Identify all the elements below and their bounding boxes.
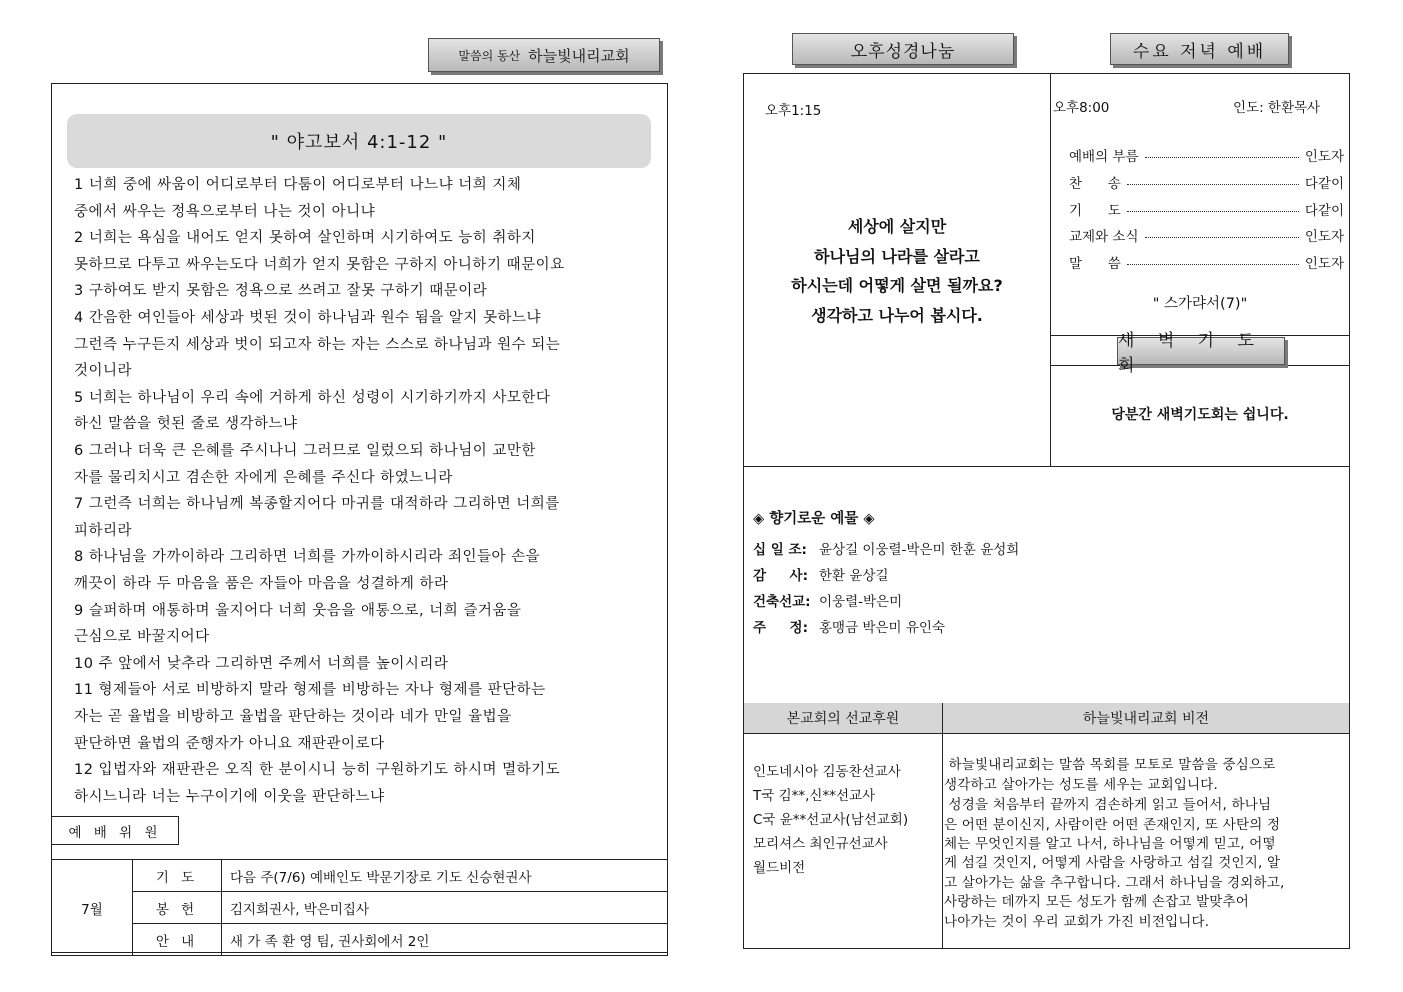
- wednesday-leader: 인도: 한환목사: [1233, 100, 1321, 116]
- scripture-title: " 야고보서 4:1-12 ": [67, 114, 651, 168]
- church-name-label: [428, 38, 660, 72]
- order-name: 기 도: [1069, 203, 1121, 219]
- scripture-line: 중에서 싸우는 정욕으로부터 나는 것이 아니냐: [74, 203, 376, 220]
- mission-item: 인도네시아 김동찬선교사: [753, 764, 901, 780]
- sharing-line: 세상에 살지만: [847, 217, 947, 236]
- scripture-line: 자는 곧 율법을 비방하고 율법을 판단하는 것이라 네가 만일 율법을: [74, 709, 512, 725]
- assignee-cell: 다음 주(7/6) 예배인도 박문기장로 기도 신승현권사: [222, 860, 668, 892]
- mission-item: T국 김**,신**선교사: [753, 788, 876, 804]
- order-who: 인도자: [1304, 256, 1344, 272]
- scripture-line: 하신 말씀을 헛된 줄로 생각하느냐: [74, 416, 298, 433]
- offering-names: 홍맹금 박은미 유인숙: [819, 620, 945, 636]
- vision-line: 사랑하는 데까지 모든 성도가 함께 손잡고 발맞추어: [944, 894, 1250, 910]
- vision-line: 체는 무엇인지를 알고 나서, 하나님을 어떻게 믿고, 어떻: [944, 836, 1276, 852]
- vision-header: 하늘빛내리교회 비전: [943, 703, 1349, 733]
- church-motto: 말씀의 동산: [458, 48, 521, 63]
- vision-line: 게 섬길 것인지, 어떻게 사람을 사랑하고 섬길 것인지, 알: [944, 855, 1281, 871]
- scripture-line: 6 그러나 더욱 큰 은혜를 주시나니 그러므로 일렀으되 하나님이 교만한: [74, 443, 536, 459]
- offering-names: 윤상길 이웅렬-박은미 한훈 윤성희: [819, 542, 1020, 558]
- offering-type: 감 사:: [753, 568, 808, 584]
- scripture-line: 2 너희는 욕심을 내어도 얻지 못하여 살인하며 시기하여도 능히 취하지: [74, 230, 536, 247]
- column-divider: [942, 703, 943, 949]
- afternoon-time: 오후1:15: [765, 103, 822, 119]
- order-name: 찬 송: [1069, 176, 1121, 192]
- scripture-line: 것이니라: [74, 363, 133, 380]
- vision-line: 생각하고 살아가는 성도를 세우는 교회입니다.: [944, 777, 1219, 793]
- scripture-line: 12 입법자와 재판관은 오직 한 분이시니 능히 구원하기도 하시며 멸하기도: [74, 762, 561, 779]
- scripture-line: 4 간음한 여인들아 세상과 벗된 것이 하나님과 원수 됨을 알지 못하느냐: [74, 310, 542, 326]
- offering-type: 주 정:: [753, 620, 808, 636]
- sermon-title: " 스가랴서(7)": [1152, 296, 1248, 312]
- order-item: [1069, 225, 1344, 245]
- role-cell: 기 도: [133, 860, 222, 892]
- vision-line: 하늘빛내리교회는 말씀 목회를 모토로 말씀을 중심으로: [944, 757, 1276, 773]
- assignee-cell: 새 가 족 환 영 팀, 권사회에서 2인: [222, 924, 668, 956]
- wednesday-time: 오후8:00: [1053, 100, 1110, 116]
- assignee-cell: 김지희권사, 박은미집사: [222, 892, 668, 924]
- vision-line: 성경을 처음부터 끝까지 겸손하게 읽고 들어서, 하나님: [944, 797, 1272, 813]
- offering-row: [753, 564, 889, 584]
- offering-type: 건축선교:: [753, 594, 811, 610]
- sharing-line: 생각하고 나누어 봅시다.: [811, 305, 983, 325]
- mission-header: 본교회의 선교후원: [744, 703, 942, 733]
- order-who: 인도자: [1304, 229, 1344, 245]
- offering-row: [753, 590, 902, 610]
- wednesday-service-label: 수요 저녁 예배: [1110, 33, 1289, 65]
- scripture-line: 3 구하여도 받지 못함은 정욕으로 쓰려고 잘못 구하기 때문이라: [74, 283, 488, 300]
- order-item: [1069, 145, 1344, 165]
- sharing-line: 하나님의 나라를 살라고: [814, 246, 980, 266]
- church-name: 하늘빛내리교회: [528, 46, 630, 65]
- scripture-line: 그런즉 누구든지 세상과 벗이 되고자 하는 자는 스스로 하나님과 원수 되는: [74, 336, 561, 353]
- afternoon-bible-label: 오후성경나눔: [792, 33, 1014, 65]
- order-item: [1069, 252, 1344, 272]
- order-item: [1069, 199, 1344, 219]
- scripture-line: 깨끗이 하라 두 마음을 품은 자들아 마음을 성결하게 하라: [74, 576, 449, 592]
- section-divider: [743, 733, 1350, 734]
- scripture-line: 1 너희 중에 싸움이 어디로부터 다툼이 어디로부터 나느냐 너희 지체: [74, 177, 522, 193]
- scripture-line: 피하리라: [74, 522, 133, 539]
- order-name: 말 씀: [1069, 256, 1121, 272]
- order-name: 예배의 부름: [1069, 149, 1139, 165]
- table-row: [52, 860, 668, 892]
- sharing-line: 하시는데 어떻게 살면 될까요?: [791, 276, 1003, 295]
- scripture-line: 8 하나님을 가까이하라 그리하면 너희를 가까이하시리라 죄인들아 손을: [74, 549, 541, 566]
- worship-committee-label: 예 배 위 원: [51, 816, 179, 845]
- order-item: [1069, 172, 1344, 192]
- order-name: 교제와 소식: [1069, 229, 1139, 245]
- offering-names: 한환 윤상길: [819, 568, 889, 584]
- order-who: 다같이: [1304, 203, 1344, 219]
- scripture-line: 11 형제들아 서로 비방하지 말라 형제를 비방하는 자나 형제를 판단하는: [74, 682, 546, 699]
- sharing-message: [744, 212, 1050, 330]
- table-row: [52, 892, 668, 924]
- scripture-line: 10 주 앞에서 낮추라 그리하면 주께서 너희를 높이시리라: [74, 655, 449, 672]
- scripture-line: 자를 물리치시고 겸손한 자에게 은혜를 주신다 하였느니라: [74, 469, 453, 486]
- role-cell: 안 내: [133, 924, 222, 956]
- mission-item: C국 윤**선교사(남선교회): [753, 812, 909, 828]
- scripture-line: 하시느니라 너는 누구이기에 이웃을 판단하느냐: [74, 788, 385, 805]
- offering-names: 이웅렬-박은미: [819, 594, 903, 610]
- worship-committee-table: [51, 859, 668, 956]
- table-row: [52, 924, 668, 956]
- scripture-line: 9 슬퍼하며 애통하며 울지어다 너희 웃음을 애통으로, 너희 즐거움을: [74, 602, 522, 619]
- vision-line: 은 어떤 분이신지, 사람이란 어떤 존재인지, 또 사탄의 정: [944, 817, 1281, 833]
- dawn-prayer-label: 새 벽 기 도 회: [1117, 337, 1285, 365]
- section-divider: [743, 466, 1350, 467]
- month-cell: 7월: [52, 860, 133, 956]
- role-cell: 봉 헌: [133, 892, 222, 924]
- scripture-line: 5 너희는 하나님이 우리 속에 거하게 하신 성령이 시기하기까지 사모한다: [74, 389, 551, 406]
- dawn-prayer-notice: 당분간 새벽기도회는 쉽니다.: [1111, 407, 1289, 423]
- offering-row: [753, 616, 945, 636]
- vision-line: 고 살아가는 삶을 추구합니다. 그래서 하나님을 경외하고,: [944, 875, 1285, 891]
- order-who: 인도자: [1304, 149, 1344, 165]
- scripture-line: 7 그런즉 너희는 하나님께 복종할지어다 마귀를 대적하라 그리하면 너희를: [74, 496, 560, 513]
- scripture-line: 못하므로 다투고 싸우는도다 너희가 얻지 못함은 구하지 아니하기 때문이요: [74, 256, 565, 273]
- mission-item: 월드비전: [753, 860, 806, 876]
- mission-item: 모리셔스 최인규선교사: [753, 836, 888, 852]
- offering-type: 십 일 조:: [753, 542, 807, 558]
- vision-line: 나아가는 것이 우리 교회가 가진 비전입니다.: [944, 914, 1210, 930]
- order-who: 다같이: [1304, 176, 1344, 192]
- scripture-line: 판단하면 율법의 준행자가 아니요 재판관이로다: [74, 735, 385, 752]
- offering-row: [753, 538, 1019, 558]
- offering-title: ◈ 향기로운 예물 ◈: [753, 511, 875, 527]
- scripture-line: 근심으로 바꿀지어다: [74, 629, 210, 646]
